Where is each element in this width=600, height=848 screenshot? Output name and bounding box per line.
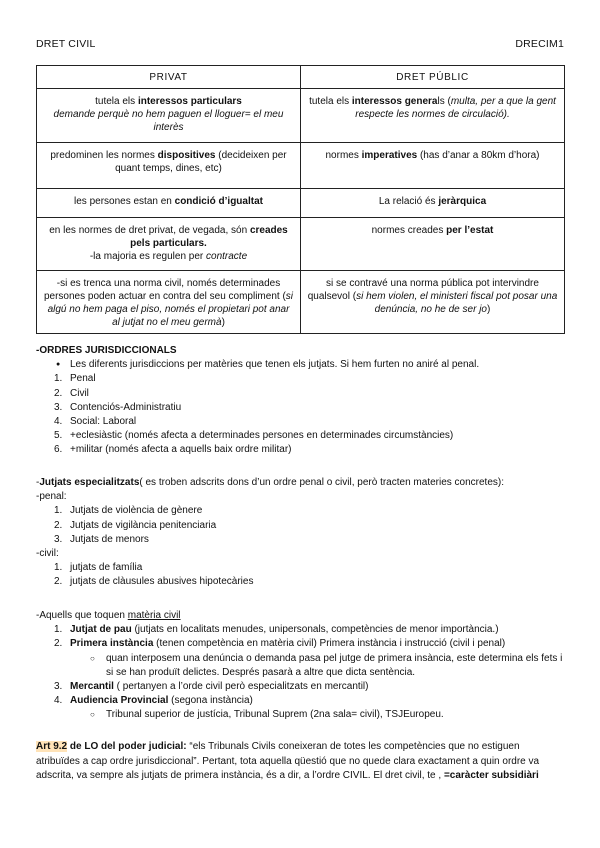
section-materia-civil bbox=[36, 609, 565, 723]
section-jutjats bbox=[36, 476, 565, 590]
cell-text: -si es trenca una norma civil, només determinades persones poden actuar en contra del seu compliment ( bbox=[43, 278, 286, 302]
column-header-public: DRET PÚBLIC bbox=[301, 66, 565, 89]
cell-text: predominen les normes bbox=[50, 150, 158, 161]
cell-text: -la majoria es regulen per bbox=[89, 251, 207, 262]
penal-list bbox=[36, 504, 565, 547]
cell-text: les persones estan en bbox=[74, 196, 175, 207]
section-title: -Jutjats especialitzats( es troben adscrits dons d’un ordre penal o civil, però tracten materies concretes): bbox=[36, 477, 505, 488]
cell-bold: interessos particulars bbox=[137, 96, 242, 107]
sub-list bbox=[36, 652, 565, 680]
table-row bbox=[37, 271, 565, 334]
cell-text: normes bbox=[325, 150, 362, 161]
materia-list bbox=[36, 623, 565, 651]
cell-text: normes creades bbox=[371, 225, 447, 236]
list-item: 2. Civil bbox=[54, 387, 89, 399]
list-item: 2. Primera instància (tenen competència en matèria civil) Primera instància i instrucció (civil i penal) bbox=[54, 638, 506, 650]
cell-text: La relació és bbox=[378, 196, 439, 207]
list-item: 1. Jutjat de pau (jutjats en localitats menudes, unipersonals, competències de menor importància.) bbox=[54, 624, 499, 636]
cell-italic: demande perquè no hem paguen el lloguer= el meu interès bbox=[53, 109, 284, 133]
cell-italic: contracte bbox=[206, 251, 248, 262]
list-item: ○ quan interposem una denúncia o demanda pasa pel jutge de primera insància, este determina els fets i si se han produït delictes. Després pasarà a altre que dicta sentència. bbox=[36, 652, 565, 680]
cell-privat bbox=[37, 143, 301, 189]
table-row bbox=[37, 89, 565, 143]
sub-list bbox=[36, 708, 565, 722]
list-item: ○ Tribunal superior de justícia, Tribunal Suprem (2na sala= civil), TSJEuropeu. bbox=[36, 708, 565, 722]
comparison-table bbox=[36, 65, 565, 334]
cell-text: (decideixen per quant temps, dines, etc) bbox=[115, 150, 287, 174]
cell-italic: multa, per a que la gent respecte les normes de circulació). bbox=[355, 96, 556, 120]
section-art-9-2 bbox=[36, 740, 565, 784]
ordres-list bbox=[36, 372, 565, 457]
cell-bold: per l’estat bbox=[446, 225, 494, 236]
doc-header-left: DRET CIVIL bbox=[36, 38, 96, 50]
table-row bbox=[37, 143, 565, 189]
cell-text: tutela els bbox=[309, 96, 352, 107]
cell-privat bbox=[37, 218, 301, 271]
cell-text: ls ( bbox=[437, 96, 451, 107]
cell-privat bbox=[37, 89, 301, 143]
list-item: 6. +militar (només afecta a aquells baix ordre militar) bbox=[54, 444, 292, 456]
list-item: 3. Contenciós-Administratiu bbox=[54, 401, 182, 413]
table-row bbox=[37, 189, 565, 218]
list-text: Les diferents jurisdiccions per matèries que tenen els jutjats. Si hem furten no aniré al penal. bbox=[70, 359, 480, 371]
list-item: 3. Mercantil ( pertanyen a l’orde civil però especialitzats en mercantil) bbox=[54, 681, 369, 693]
cell-bold: interessos genera bbox=[351, 96, 438, 107]
cell-text: ) bbox=[486, 304, 491, 315]
list-item: 1. Jutjats de violència de gènere bbox=[54, 505, 203, 517]
list-item: 2. Jutjats de vigilància penitenciaria bbox=[54, 519, 217, 531]
cell-text: (has d’anar a 80km d’hora) bbox=[417, 150, 540, 161]
cell-public bbox=[301, 271, 565, 334]
civil-list bbox=[36, 561, 565, 589]
cell-public bbox=[301, 189, 565, 218]
cell-privat bbox=[37, 271, 301, 334]
cell-italic: si algú no hem paga el piso, només el propietari pot anar al jutjat no el meu germà bbox=[47, 291, 294, 328]
penal-label: -penal: bbox=[36, 491, 67, 503]
cell-bold: condició d’igualtat bbox=[174, 196, 263, 207]
article-highlight: Art 9.2 bbox=[36, 741, 68, 752]
list-item: 4. Social: Laboral bbox=[54, 416, 137, 428]
cell-bold: imperatives bbox=[361, 150, 418, 161]
cell-public bbox=[301, 89, 565, 143]
list-item: 2. jutjats de clàusules abusives hipotecàries bbox=[54, 576, 254, 588]
section-title: -ORDRES JURISDICCIONALS bbox=[36, 345, 177, 356]
article-text: “els Tribunals Civils coneixeran de totes les competències que no estiguen atribuïdes a cap ordre jurisdiccional”. Pertant, tota aquella qüestió que no quede clara exactament a quin ordre va adscrita, va sempre als jutjats de primera instància, és a dir, a l’ordre CIVIL. El dret civil, te , bbox=[36, 741, 540, 781]
table-row bbox=[37, 218, 565, 271]
cell-text: ) bbox=[221, 317, 225, 328]
cell-public bbox=[301, 143, 565, 189]
cell-text: en les normes de dret privat, de vegada, són bbox=[49, 225, 250, 236]
list-item: 3. Jutjats de menors bbox=[54, 533, 149, 545]
cell-text: si se contravé una norma pública pot intervindre qualsevol ( bbox=[307, 278, 539, 302]
civil-label: -civil: bbox=[36, 548, 59, 560]
list-item: 4. Audiencia Provincial (segona instància) bbox=[54, 695, 253, 707]
article-conclusion: =caràcter subsidiàri bbox=[443, 770, 539, 781]
list-item bbox=[36, 358, 565, 372]
materia-list-cont bbox=[36, 680, 565, 708]
cell-bold: jeràrquica bbox=[438, 196, 487, 207]
cell-public bbox=[301, 218, 565, 271]
list-item: 1. jutjats de família bbox=[54, 562, 143, 574]
cell-privat bbox=[37, 189, 301, 218]
list-item: 1. Penal bbox=[54, 373, 96, 385]
doc-header-right: DRECIM1 bbox=[515, 38, 564, 50]
cell-bold: dispositives bbox=[157, 150, 216, 161]
list-item: 5. +eclesiàstic (només afecta a determinades persones en determinades circumstàncies) bbox=[54, 430, 454, 442]
cell-text: tutela els bbox=[95, 96, 138, 107]
section-intro: -Aquells que toquen matèria civil bbox=[36, 610, 181, 621]
article-title: de LO del poder judicial: bbox=[67, 741, 187, 752]
section-ordres bbox=[36, 344, 565, 458]
column-header-privat: PRIVAT bbox=[37, 66, 301, 89]
cell-bold: creades pels particulars. bbox=[130, 225, 288, 249]
cell-italic: si hem violen, el ministeri fiscal pot posar una denúncia, no he de ser jo bbox=[356, 291, 558, 315]
